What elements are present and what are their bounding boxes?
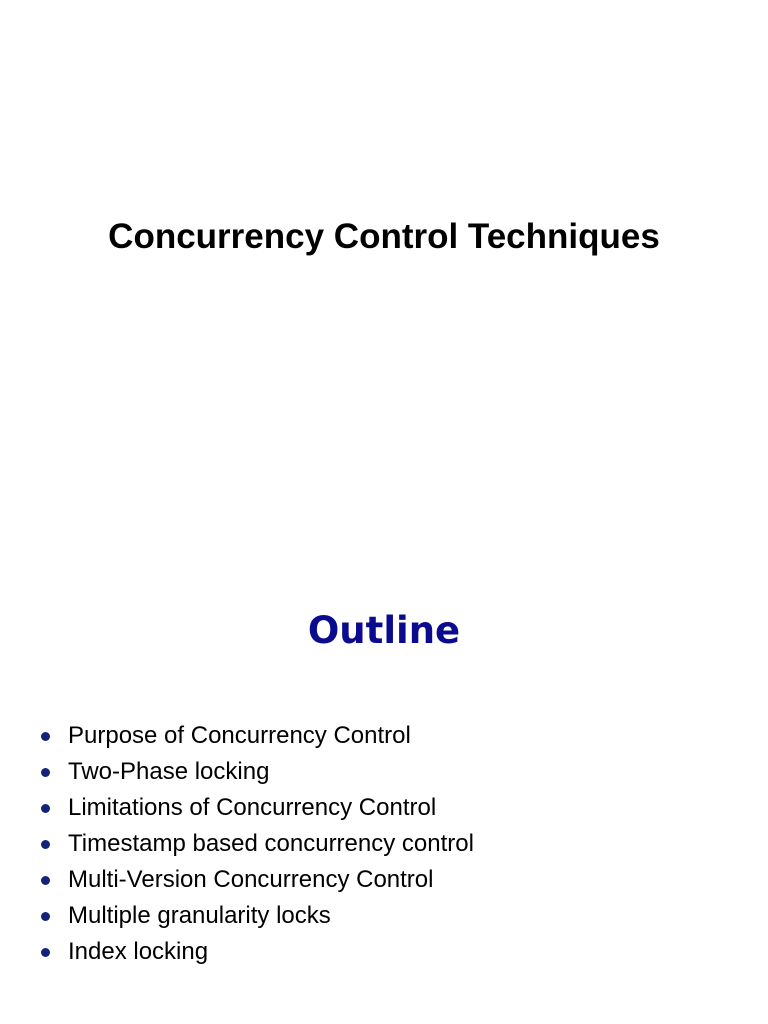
list-item <box>40 898 474 934</box>
list-item-label: Multi-Version Concurrency Control <box>68 866 434 893</box>
list-item <box>40 718 474 754</box>
outline-heading: Outline <box>307 609 461 652</box>
list-item <box>40 826 474 862</box>
list-item-label: Limitations of Concurrency Control <box>68 794 437 821</box>
bullet-icon <box>41 876 50 885</box>
list-item-label: Timestamp based concurrency control <box>68 830 474 857</box>
bullet-icon <box>41 948 50 957</box>
bullet-icon <box>41 804 50 813</box>
list-item <box>40 754 474 790</box>
bullet-icon <box>41 840 50 849</box>
list-item-label: Two-Phase locking <box>68 758 270 785</box>
list-item <box>40 862 474 898</box>
list-item-label: Multiple granularity locks <box>68 902 331 929</box>
bullet-icon <box>41 768 50 777</box>
bullet-icon <box>41 732 50 741</box>
list-item <box>40 934 474 970</box>
slide-title: Concurrency Control Techniques <box>108 217 660 256</box>
bullet-icon <box>41 912 50 921</box>
outline-list <box>40 718 474 970</box>
list-item-label: Purpose of Concurrency Control <box>68 722 411 749</box>
list-item-label: Index locking <box>68 938 209 965</box>
list-item <box>40 790 474 826</box>
